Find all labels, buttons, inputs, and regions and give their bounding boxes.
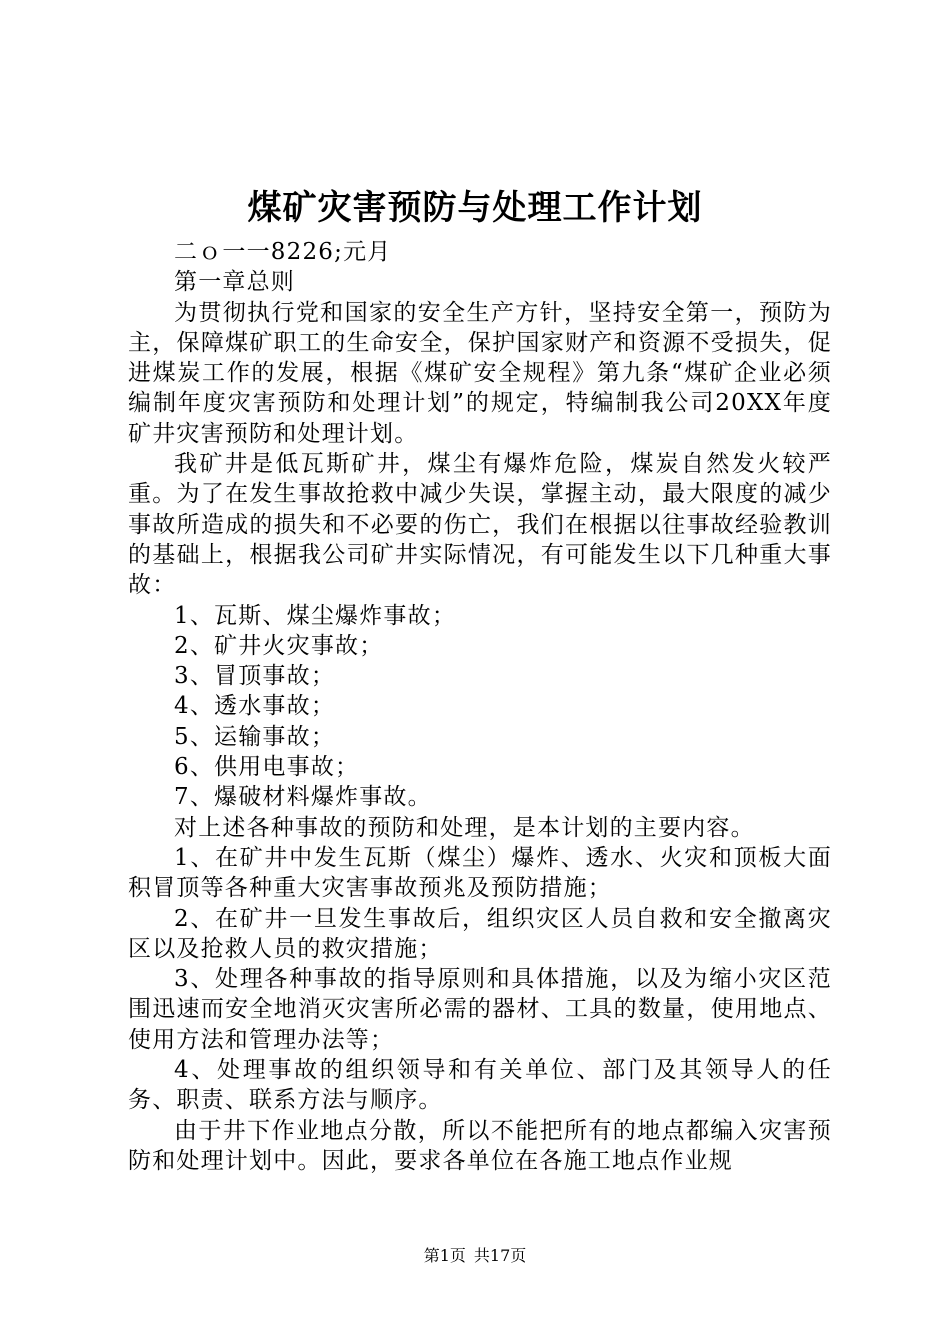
content-item: 3、处理各种事故的指导原则和具体措施，以及为缩小灾区范围迅速而安全地消灭灾害所必需的器材、工具的数量，使用地点、使用方法和管理办法等； <box>128 966 832 1053</box>
list-item: 7、爆破材料爆炸事故。 <box>174 784 432 811</box>
list-item: 5、运输事故； <box>174 723 336 750</box>
paragraph: 为贯彻执行党和国家的安全生产方针，坚持安全第一，预防为主，保障煤矿职工的生命安全，保护国家财产和资源不受损失，促进煤炭工作的发展，根据《煤矿安全规程》第九条“煤矿企业必须编制年度灾害预防和处理计划”的规定，特编制我公司20XX年度矿井灾害预防和处理计划。 <box>128 299 832 447</box>
page-number: 第1页 <box>423 1246 466 1265</box>
content-item: 1、在矿井中发生瓦斯（煤尘）爆炸、透水、火灾和顶板大面积冒顶等各种重大灾害事故预兆及预防措施； <box>128 844 832 902</box>
content-item: 2、在矿井一旦发生事故后，组织灾区人员自救和安全撤离灾区以及抢救人员的救灾措施； <box>128 905 832 962</box>
page-total: 共17页 <box>473 1246 527 1265</box>
list-item: 1、瓦斯、煤尘爆炸事故； <box>174 602 457 629</box>
list-item: 4、透水事故； <box>174 693 336 720</box>
paragraph: 我矿井是低瓦斯矿井，煤尘有爆炸危险，煤炭自然发火较严重。为了在发生事故抢救中减少失误，掌握主动，最大限度的减少事故所造成的损失和不必要的伤亡，我们在根据以往事故经验教训的基础上，根据我公司矿井实际情况，有可能发生以下几种重大事故： <box>128 451 832 599</box>
list-item: 6、供用电事故； <box>174 754 360 781</box>
document-title: 煤矿灾害预防与处理工作计划 <box>247 188 703 228</box>
paragraph: 对上述各种事故的预防和处理，是本计划的主要内容。 <box>174 814 755 841</box>
list-item: 3、冒顶事故； <box>174 663 336 690</box>
paragraph: 由于井下作业地点分散，所以不能把所有的地点都编入灾害预防和处理计划中。因此，要求各单位在各施工地点作业规 <box>128 1117 832 1174</box>
list-item: 2、矿井火灾事故； <box>174 632 384 659</box>
chapter-heading: 第一章总则 <box>174 269 295 296</box>
page-footer <box>0 1245 950 1267</box>
date-line: 二ｏ一一8226;元月 <box>174 239 392 265</box>
content-item: 4、处理事故的组织领导和有关单位、部门及其领导人的任务、职责、联系方法与顺序。 <box>128 1057 832 1114</box>
document-body <box>128 237 832 1176</box>
